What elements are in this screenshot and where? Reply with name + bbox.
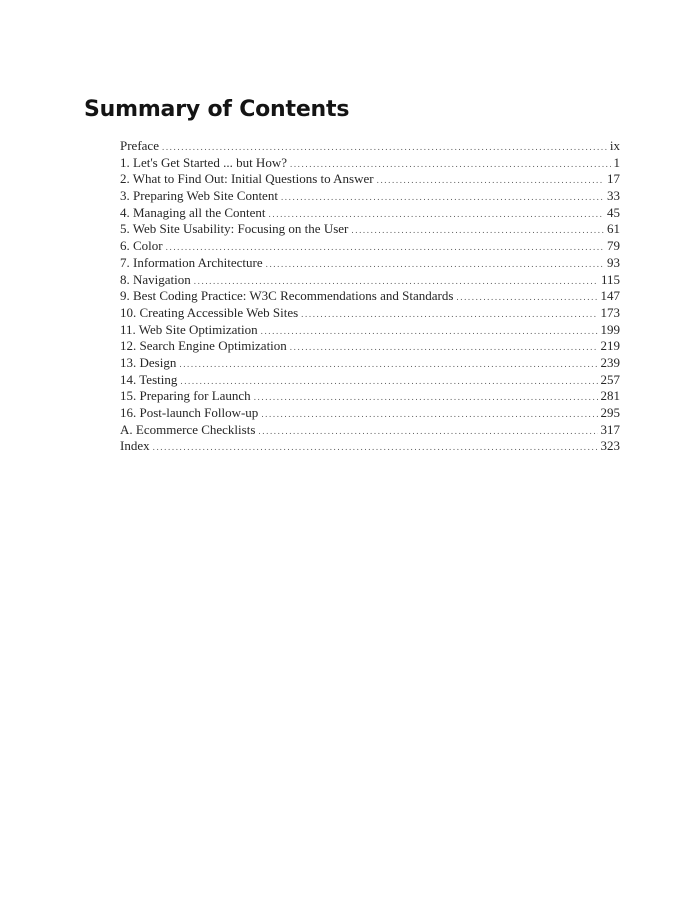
toc-entry-title: 14. Testing (120, 371, 178, 387)
toc-entry-page-number: 17 (607, 171, 620, 187)
toc-entry (120, 438, 620, 455)
dot-leader (269, 206, 604, 222)
toc-entry-title: 6. Color (120, 238, 163, 254)
toc-entry-title: 3. Preparing Web Site Content (120, 188, 278, 204)
toc-entry (120, 238, 620, 255)
toc-entry-page-number: 1 (613, 154, 620, 170)
toc-entry-page-number: 79 (607, 238, 620, 254)
dot-leader (179, 356, 597, 372)
toc-entry-title: 1. Let's Get Started ... but How? (120, 154, 287, 170)
toc-entry-page-number: 317 (600, 421, 620, 437)
dot-leader (290, 339, 598, 355)
toc-entry (120, 171, 620, 188)
toc-entry-page-number: 61 (607, 221, 620, 237)
toc-entry (120, 221, 620, 238)
toc-entry (120, 355, 620, 372)
toc-entry-page-number: 323 (600, 438, 620, 454)
dot-leader (194, 273, 598, 289)
toc-entry (120, 405, 620, 422)
toc-entry-page-number: 257 (600, 371, 620, 387)
toc-entry-title: 5. Web Site Usability: Focusing on the User (120, 221, 349, 237)
toc-entry-page-number: 219 (600, 338, 620, 354)
toc-entry-page-number: 281 (600, 388, 620, 404)
toc-entry-title: 9. Best Coding Practice: W3C Recommendations and Standards (120, 288, 454, 304)
dot-leader (456, 289, 597, 305)
toc-entry-page-number: 33 (607, 188, 620, 204)
dot-leader (290, 156, 611, 172)
toc-entry-page-number: 93 (607, 254, 620, 270)
toc-entry-title: 16. Post-launch Follow-up (120, 405, 259, 420)
toc-entry-page-number: 115 (600, 271, 620, 287)
toc-entry (120, 138, 620, 155)
toc-entry-page-number: 147 (600, 288, 620, 304)
dot-leader (254, 389, 598, 405)
toc-entry-title: 11. Web Site Optimization (120, 321, 258, 337)
toc-entry (120, 205, 620, 222)
dot-leader (281, 189, 604, 205)
toc-entry-page-number: ix (609, 138, 620, 153)
table-of-contents (120, 138, 620, 455)
toc-entry-title: 10. Creating Accessible Web Sites (120, 304, 299, 320)
toc-entry-title: 8. Navigation (120, 271, 191, 287)
toc-entry-title: 4. Managing all the Content (120, 204, 266, 220)
toc-entry-title: 12. Search Engine Optimization (120, 338, 287, 354)
toc-entry-title: Preface (120, 138, 159, 153)
toc-entry (120, 322, 620, 339)
toc-entry (120, 372, 620, 389)
page-title: Summary of Contents (84, 97, 350, 122)
toc-entry-page-number: 45 (607, 204, 620, 220)
toc-entry (120, 255, 620, 272)
toc-entry (120, 188, 620, 205)
dot-leader (261, 406, 597, 422)
toc-entry (120, 388, 620, 405)
toc-entry (120, 338, 620, 355)
toc-entry-title: Index (120, 438, 150, 454)
toc-entry (120, 155, 620, 172)
dot-leader (180, 373, 597, 389)
toc-entry-title: 2. What to Find Out: Initial Questions to Answer (120, 171, 374, 187)
dot-leader (266, 256, 604, 272)
dot-leader (258, 423, 597, 439)
toc-entry-page-number: 173 (600, 304, 620, 320)
dot-leader (377, 172, 604, 188)
toc-entry-page-number: 199 (600, 321, 620, 337)
dot-leader (351, 222, 604, 238)
dot-leader (166, 239, 604, 255)
dot-leader (301, 306, 597, 322)
toc-entry-title: 13. Design (120, 354, 177, 370)
toc-entry-page-number: 239 (600, 354, 620, 370)
dot-leader (153, 439, 598, 455)
toc-entry (120, 288, 620, 305)
toc-entry (120, 422, 620, 439)
toc-entry (120, 305, 620, 322)
toc-entry-title: 15. Preparing for Launch (120, 388, 251, 404)
toc-entry-page-number: 295 (600, 405, 620, 420)
toc-entry-title: A. Ecommerce Checklists (120, 421, 256, 437)
toc-entry-title: 7. Information Architecture (120, 254, 263, 270)
dot-leader (162, 139, 607, 155)
toc-entry (120, 272, 620, 289)
dot-leader (261, 323, 598, 339)
